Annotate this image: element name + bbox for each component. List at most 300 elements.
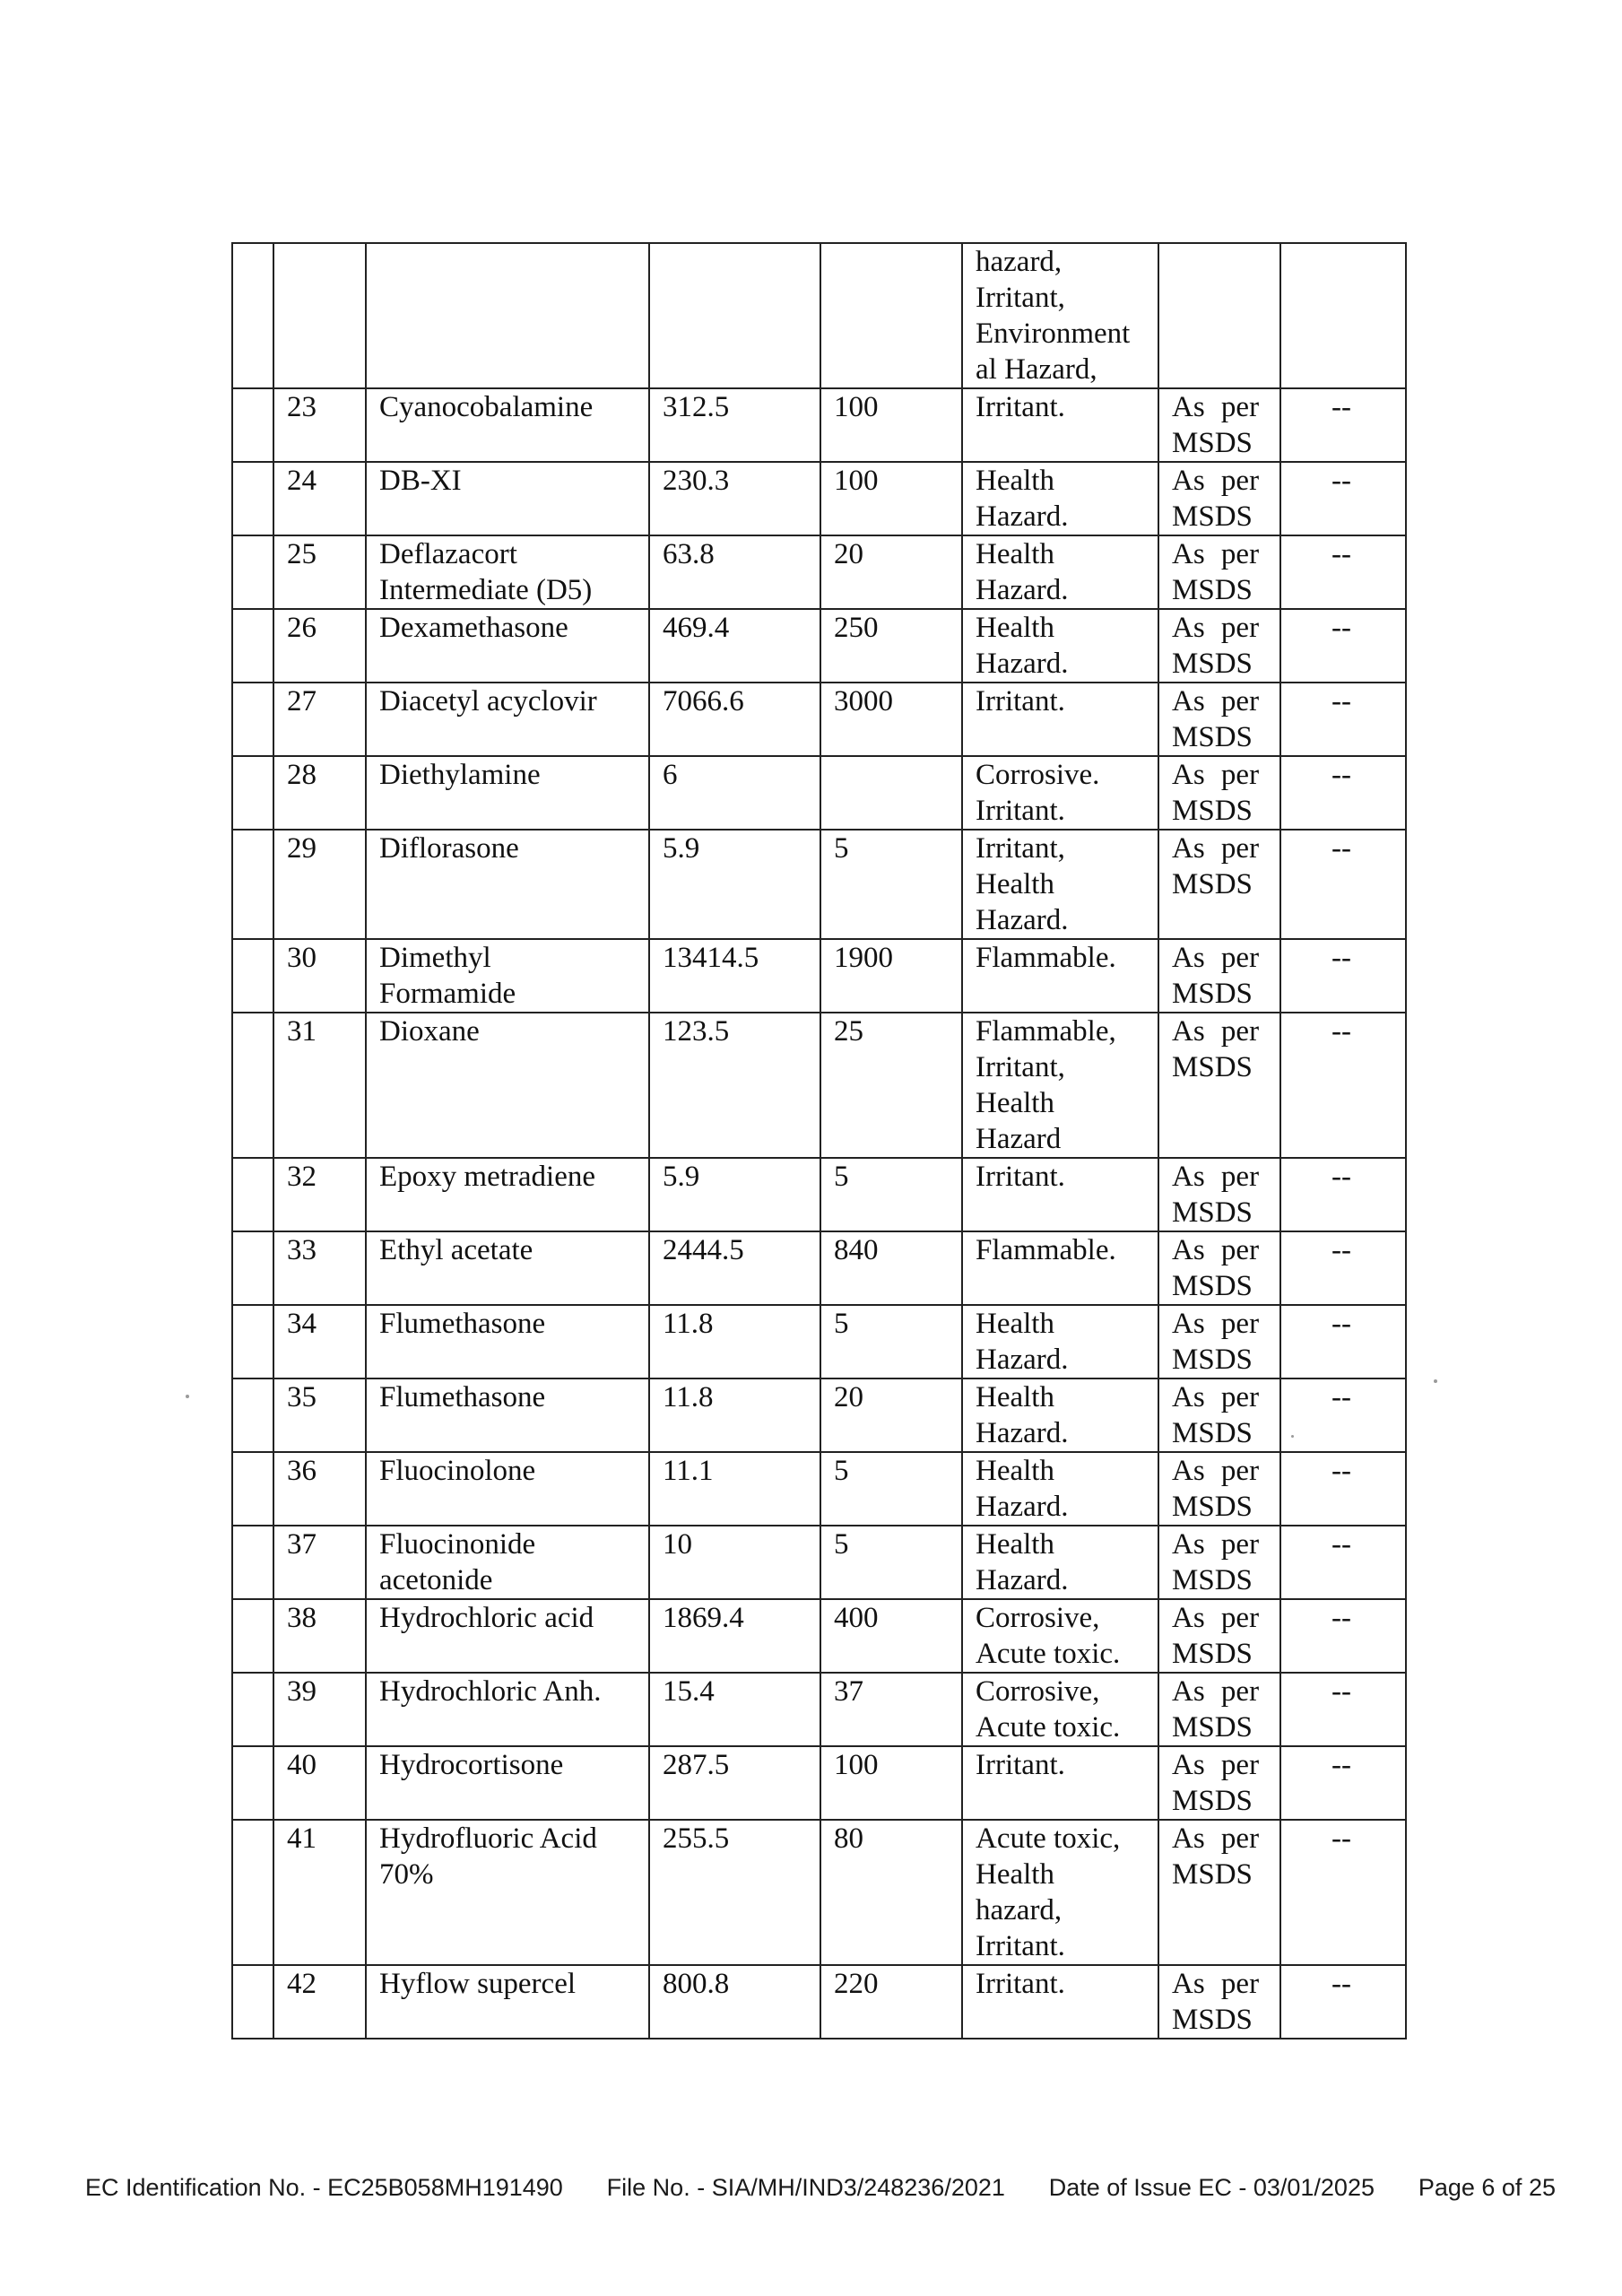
margin-cell xyxy=(232,1231,273,1305)
msds-cell xyxy=(1158,1526,1280,1599)
hazard-line: Irritant. xyxy=(976,795,1065,827)
hazard-line: Flammable. xyxy=(976,942,1116,974)
msds-line: As per xyxy=(1172,1161,1260,1193)
hazard-line: Health xyxy=(976,1087,1054,1119)
remark-cell: -- xyxy=(1280,830,1406,939)
table-row xyxy=(232,830,1406,939)
msds-cell xyxy=(1158,1673,1280,1746)
hazard-line: Hazard. xyxy=(976,574,1069,606)
name-line: Dexamethasone xyxy=(379,612,568,644)
msds-cell xyxy=(1158,1746,1280,1820)
scan-speck xyxy=(186,1395,189,1398)
msds-line: MSDS xyxy=(1172,2004,1253,2036)
name-line: Hydrocortisone xyxy=(379,1749,564,1781)
name-line: Diacetyl acyclovir xyxy=(379,685,597,718)
name-line: Diethylamine xyxy=(379,759,541,791)
remark-cell: -- xyxy=(1280,388,1406,462)
hazard-line: Health xyxy=(976,1858,1054,1891)
msds-line: MSDS xyxy=(1172,1711,1253,1744)
hazard-line: Health xyxy=(976,1381,1054,1413)
hazard-line: Hazard. xyxy=(976,648,1069,680)
margin-cell xyxy=(232,462,273,535)
remark-cell: -- xyxy=(1280,756,1406,830)
hazard-cell xyxy=(962,1599,1158,1673)
msds-line: As per xyxy=(1172,942,1260,974)
margin-cell xyxy=(232,939,273,1013)
name-line: Hydrofluoric Acid xyxy=(379,1822,597,1855)
qty-b-cell: 100 xyxy=(820,462,962,535)
margin-cell xyxy=(232,388,273,462)
margin-cell xyxy=(232,1746,273,1820)
qty-a-cell: 287.5 xyxy=(649,1746,820,1820)
margin-cell xyxy=(232,1158,273,1231)
hazard-line: hazard, xyxy=(976,1894,1063,1926)
msds-line: As per xyxy=(1172,465,1260,497)
remark-cell: -- xyxy=(1280,1965,1406,2039)
msds-line: MSDS xyxy=(1172,1785,1253,1817)
sr-cell: 29 xyxy=(273,830,366,939)
name-line: Hyflow supercel xyxy=(379,1968,577,2000)
hazard-line: Corrosive, xyxy=(976,1602,1100,1634)
qty-a-cell: 6 xyxy=(649,756,820,830)
msds-cell xyxy=(1158,1820,1280,1965)
qty-b-cell xyxy=(820,243,962,388)
chemical-storage-table xyxy=(231,242,1407,2039)
remark-cell: -- xyxy=(1280,535,1406,609)
remark-cell: -- xyxy=(1280,683,1406,756)
qty-a-cell: 11.8 xyxy=(649,1305,820,1378)
msds-line: As per xyxy=(1172,1675,1260,1708)
remark-cell: -- xyxy=(1280,1378,1406,1452)
msds-cell xyxy=(1158,535,1280,609)
name-line: acetonide xyxy=(379,1564,493,1596)
qty-a-cell: 469.4 xyxy=(649,609,820,683)
hazard-line: Irritant, xyxy=(976,1051,1065,1083)
name-cell xyxy=(366,1820,649,1965)
hazard-line: Corrosive. xyxy=(976,759,1100,791)
sr-cell: 39 xyxy=(273,1673,366,1746)
page-footer xyxy=(85,2174,1556,2202)
margin-cell xyxy=(232,243,273,388)
remark-cell: -- xyxy=(1280,1452,1406,1526)
qty-b-cell: 100 xyxy=(820,388,962,462)
name-line: Flumethasone xyxy=(379,1381,546,1413)
name-cell xyxy=(366,462,649,535)
qty-b-cell: 5 xyxy=(820,1452,962,1526)
remark-cell: -- xyxy=(1280,1305,1406,1378)
msds-cell xyxy=(1158,830,1280,939)
msds-line: MSDS xyxy=(1172,868,1253,900)
margin-cell xyxy=(232,1599,273,1673)
table-body xyxy=(232,243,1406,2039)
name-cell xyxy=(366,1599,649,1673)
sr-cell: 25 xyxy=(273,535,366,609)
hazard-cell xyxy=(962,1820,1158,1965)
remark-cell: -- xyxy=(1280,1013,1406,1158)
sr-cell: 37 xyxy=(273,1526,366,1599)
qty-b-cell: 400 xyxy=(820,1599,962,1673)
hazard-line: Irritant. xyxy=(976,685,1065,718)
hazard-line: Acute toxic. xyxy=(976,1711,1121,1744)
margin-cell xyxy=(232,1305,273,1378)
name-cell xyxy=(366,388,649,462)
hazard-cell xyxy=(962,939,1158,1013)
msds-line: MSDS xyxy=(1172,795,1253,827)
msds-line: As per xyxy=(1172,1602,1260,1634)
margin-cell xyxy=(232,1965,273,2039)
name-cell xyxy=(366,830,649,939)
margin-cell xyxy=(232,1820,273,1965)
msds-line: MSDS xyxy=(1172,1638,1253,1670)
hazard-line: Health xyxy=(976,538,1054,570)
ec-identification: EC Identification No. - EC25B058MH191490 xyxy=(85,2174,563,2201)
msds-line: MSDS xyxy=(1172,1417,1253,1449)
name-line: Cyanocobalamine xyxy=(379,391,594,423)
hazard-line: Health xyxy=(976,612,1054,644)
hazard-line: Irritant. xyxy=(976,391,1065,423)
margin-cell xyxy=(232,1452,273,1526)
table-row xyxy=(232,388,1406,462)
msds-line: MSDS xyxy=(1172,1344,1253,1376)
msds-line: MSDS xyxy=(1172,1491,1253,1523)
sr-cell: 36 xyxy=(273,1452,366,1526)
sr-cell: 40 xyxy=(273,1746,366,1820)
msds-cell xyxy=(1158,243,1280,388)
name-cell xyxy=(366,609,649,683)
table-row-continued xyxy=(232,243,1406,388)
file-number: File No. - SIA/MH/IND3/248236/2021 xyxy=(606,2174,1005,2201)
qty-a-cell: 230.3 xyxy=(649,462,820,535)
name-line: Flumethasone xyxy=(379,1308,546,1340)
name-cell xyxy=(366,1158,649,1231)
remark-cell: -- xyxy=(1280,1599,1406,1673)
hazard-cell xyxy=(962,388,1158,462)
hazard-line: Hazard. xyxy=(976,500,1069,533)
name-cell xyxy=(366,1231,649,1305)
table-row xyxy=(232,1599,1406,1673)
hazard-line: Health xyxy=(976,868,1054,900)
scan-speck xyxy=(1434,1379,1437,1383)
remark-cell: -- xyxy=(1280,462,1406,535)
name-cell xyxy=(366,243,649,388)
sr-cell: 34 xyxy=(273,1305,366,1378)
msds-cell xyxy=(1158,1965,1280,2039)
remark-cell: -- xyxy=(1280,1820,1406,1965)
name-line: Fluocinonide xyxy=(379,1528,536,1561)
table-row xyxy=(232,1452,1406,1526)
qty-b-cell: 840 xyxy=(820,1231,962,1305)
name-line: Ethyl acetate xyxy=(379,1234,533,1266)
name-cell xyxy=(366,1305,649,1378)
remark-cell: -- xyxy=(1280,1673,1406,1746)
name-line: DB-XI xyxy=(379,465,462,497)
msds-line: MSDS xyxy=(1172,427,1253,459)
hazard-cell xyxy=(962,756,1158,830)
hazard-cell xyxy=(962,462,1158,535)
name-line: Epoxy metradiene xyxy=(379,1161,595,1193)
msds-line: MSDS xyxy=(1172,574,1253,606)
msds-line: As per xyxy=(1172,538,1260,570)
msds-line: MSDS xyxy=(1172,1051,1253,1083)
margin-cell xyxy=(232,1673,273,1746)
msds-line: As per xyxy=(1172,1381,1260,1413)
qty-b-cell: 5 xyxy=(820,1158,962,1231)
msds-line: As per xyxy=(1172,1528,1260,1561)
date-of-issue: Date of Issue EC - 03/01/2025 xyxy=(1048,2174,1375,2201)
table-row xyxy=(232,1378,1406,1452)
hazard-cell xyxy=(962,1305,1158,1378)
msds-cell xyxy=(1158,756,1280,830)
hazard-line: Environment xyxy=(976,317,1131,350)
qty-a-cell: 5.9 xyxy=(649,830,820,939)
msds-line: MSDS xyxy=(1172,648,1253,680)
name-cell xyxy=(366,1746,649,1820)
hazard-line: Corrosive, xyxy=(976,1675,1100,1708)
msds-line: As per xyxy=(1172,612,1260,644)
msds-line: MSDS xyxy=(1172,721,1253,753)
hazard-line: Flammable. xyxy=(976,1234,1116,1266)
hazard-cell xyxy=(962,1378,1158,1452)
table-row xyxy=(232,609,1406,683)
msds-cell xyxy=(1158,1305,1280,1378)
hazard-line: Health xyxy=(976,1308,1054,1340)
hazard-line: Irritant, xyxy=(976,832,1065,865)
table-row xyxy=(232,683,1406,756)
msds-line: As per xyxy=(1172,1308,1260,1340)
hazard-line: Hazard xyxy=(976,1123,1062,1155)
hazard-line: Health xyxy=(976,465,1054,497)
qty-a-cell xyxy=(649,243,820,388)
hazard-line: Hazard. xyxy=(976,1344,1069,1376)
qty-a-cell: 63.8 xyxy=(649,535,820,609)
remark-cell: -- xyxy=(1280,1746,1406,1820)
msds-cell xyxy=(1158,683,1280,756)
table-row xyxy=(232,1013,1406,1158)
table-row xyxy=(232,939,1406,1013)
msds-line: As per xyxy=(1172,1822,1260,1855)
name-line: Dioxane xyxy=(379,1015,480,1048)
msds-cell xyxy=(1158,1158,1280,1231)
name-line: Formamide xyxy=(379,978,516,1010)
msds-line: As per xyxy=(1172,391,1260,423)
name-cell xyxy=(366,535,649,609)
remark-cell: -- xyxy=(1280,939,1406,1013)
hazard-cell xyxy=(962,243,1158,388)
table-row xyxy=(232,1746,1406,1820)
remark-cell: -- xyxy=(1280,1231,1406,1305)
qty-a-cell: 15.4 xyxy=(649,1673,820,1746)
sr-cell: 33 xyxy=(273,1231,366,1305)
qty-a-cell: 800.8 xyxy=(649,1965,820,2039)
table-row xyxy=(232,1158,1406,1231)
hazard-cell xyxy=(962,1013,1158,1158)
msds-cell xyxy=(1158,1231,1280,1305)
name-line: Diflorasone xyxy=(379,832,519,865)
remark-cell: -- xyxy=(1280,609,1406,683)
msds-line: As per xyxy=(1172,832,1260,865)
hazard-line: Hazard. xyxy=(976,1564,1069,1596)
hazard-line: Irritant. xyxy=(976,1930,1065,1962)
qty-b-cell: 25 xyxy=(820,1013,962,1158)
msds-cell xyxy=(1158,1599,1280,1673)
hazard-line: Flammable, xyxy=(976,1015,1116,1048)
sr-cell: 41 xyxy=(273,1820,366,1965)
hazard-line: Irritant. xyxy=(976,1161,1065,1193)
qty-b-cell: 20 xyxy=(820,535,962,609)
msds-line: As per xyxy=(1172,759,1260,791)
qty-b-cell: 1900 xyxy=(820,939,962,1013)
name-cell xyxy=(366,1013,649,1158)
hazard-cell xyxy=(962,1746,1158,1820)
sr-cell: 23 xyxy=(273,388,366,462)
qty-b-cell: 5 xyxy=(820,830,962,939)
table-row xyxy=(232,1820,1406,1965)
name-line: Deflazacort xyxy=(379,538,517,570)
msds-line: MSDS xyxy=(1172,1270,1253,1302)
qty-a-cell: 11.8 xyxy=(649,1378,820,1452)
hazard-cell xyxy=(962,1452,1158,1526)
qty-a-cell: 11.1 xyxy=(649,1452,820,1526)
qty-b-cell: 250 xyxy=(820,609,962,683)
name-line: Hydrochloric acid xyxy=(379,1602,594,1634)
name-cell xyxy=(366,1378,649,1452)
name-cell xyxy=(366,939,649,1013)
table-row xyxy=(232,1673,1406,1746)
qty-b-cell: 220 xyxy=(820,1965,962,2039)
qty-a-cell: 5.9 xyxy=(649,1158,820,1231)
name-cell xyxy=(366,1673,649,1746)
hazard-cell xyxy=(962,1231,1158,1305)
hazard-cell xyxy=(962,609,1158,683)
margin-cell xyxy=(232,683,273,756)
remark-cell xyxy=(1280,243,1406,388)
name-cell xyxy=(366,756,649,830)
hazard-cell xyxy=(962,830,1158,939)
msds-line: As per xyxy=(1172,1455,1260,1487)
qty-a-cell: 1869.4 xyxy=(649,1599,820,1673)
name-cell xyxy=(366,1526,649,1599)
msds-cell xyxy=(1158,388,1280,462)
table-row xyxy=(232,462,1406,535)
qty-a-cell: 312.5 xyxy=(649,388,820,462)
hazard-line: Acute toxic, xyxy=(976,1822,1121,1855)
qty-a-cell: 13414.5 xyxy=(649,939,820,1013)
hazard-line: Irritant, xyxy=(976,282,1065,314)
qty-b-cell: 80 xyxy=(820,1820,962,1965)
remark-cell: -- xyxy=(1280,1158,1406,1231)
hazard-line: Hazard. xyxy=(976,904,1069,936)
margin-cell xyxy=(232,1526,273,1599)
name-line: Intermediate (D5) xyxy=(379,574,593,606)
sr-cell: 42 xyxy=(273,1965,366,2039)
name-line: Hydrochloric Anh. xyxy=(379,1675,602,1708)
msds-line: As per xyxy=(1172,1234,1260,1266)
sr-cell: 38 xyxy=(273,1599,366,1673)
msds-line: MSDS xyxy=(1172,1564,1253,1596)
table-row xyxy=(232,756,1406,830)
margin-cell xyxy=(232,1378,273,1452)
qty-b-cell: 5 xyxy=(820,1526,962,1599)
sr-cell: 35 xyxy=(273,1378,366,1452)
qty-a-cell: 7066.6 xyxy=(649,683,820,756)
msds-line: As per xyxy=(1172,1015,1260,1048)
hazard-line: Hazard. xyxy=(976,1417,1069,1449)
margin-cell xyxy=(232,609,273,683)
msds-line: As per xyxy=(1172,1749,1260,1781)
hazard-cell xyxy=(962,1673,1158,1746)
name-cell xyxy=(366,1452,649,1526)
msds-cell xyxy=(1158,1013,1280,1158)
sr-cell: 27 xyxy=(273,683,366,756)
msds-line: MSDS xyxy=(1172,500,1253,533)
qty-a-cell: 255.5 xyxy=(649,1820,820,1965)
margin-cell xyxy=(232,535,273,609)
sr-cell: 24 xyxy=(273,462,366,535)
qty-a-cell: 10 xyxy=(649,1526,820,1599)
scan-speck xyxy=(1291,1435,1294,1438)
hazard-line: Irritant. xyxy=(976,1968,1065,2000)
msds-line: MSDS xyxy=(1172,1858,1253,1891)
sr-cell: 31 xyxy=(273,1013,366,1158)
name-line: Dimethyl xyxy=(379,942,491,974)
table-row xyxy=(232,1231,1406,1305)
msds-line: As per xyxy=(1172,685,1260,718)
name-cell xyxy=(366,1965,649,2039)
margin-cell xyxy=(232,1013,273,1158)
msds-line: MSDS xyxy=(1172,978,1253,1010)
hazard-cell xyxy=(962,1158,1158,1231)
page-number: Page 6 of 25 xyxy=(1418,2174,1556,2201)
hazard-line: Hazard. xyxy=(976,1491,1069,1523)
hazard-cell xyxy=(962,1526,1158,1599)
msds-cell xyxy=(1158,1378,1280,1452)
hazard-line: Health xyxy=(976,1455,1054,1487)
name-cell xyxy=(366,683,649,756)
sr-cell: 26 xyxy=(273,609,366,683)
msds-line: MSDS xyxy=(1172,1196,1253,1229)
name-line: Fluocinolone xyxy=(379,1455,536,1487)
hazard-line: al Hazard, xyxy=(976,353,1097,386)
qty-b-cell: 20 xyxy=(820,1378,962,1452)
hazard-line: Acute toxic. xyxy=(976,1638,1121,1670)
qty-b-cell xyxy=(820,756,962,830)
margin-cell xyxy=(232,830,273,939)
qty-a-cell: 123.5 xyxy=(649,1013,820,1158)
hazard-line: hazard, xyxy=(976,246,1063,278)
qty-b-cell: 37 xyxy=(820,1673,962,1746)
remark-cell: -- xyxy=(1280,1526,1406,1599)
hazard-cell xyxy=(962,683,1158,756)
hazard-cell xyxy=(962,535,1158,609)
sr-cell: 28 xyxy=(273,756,366,830)
hazard-line: Irritant. xyxy=(976,1749,1065,1781)
hazard-cell xyxy=(962,1965,1158,2039)
qty-b-cell: 3000 xyxy=(820,683,962,756)
msds-line: As per xyxy=(1172,1968,1260,2000)
msds-cell xyxy=(1158,609,1280,683)
msds-cell xyxy=(1158,1452,1280,1526)
qty-b-cell: 5 xyxy=(820,1305,962,1378)
table-row xyxy=(232,1526,1406,1599)
sr-cell xyxy=(273,243,366,388)
table-row xyxy=(232,1965,1406,2039)
table-row xyxy=(232,1305,1406,1378)
qty-b-cell: 100 xyxy=(820,1746,962,1820)
sr-cell: 32 xyxy=(273,1158,366,1231)
msds-cell xyxy=(1158,462,1280,535)
margin-cell xyxy=(232,756,273,830)
name-line: 70% xyxy=(379,1858,434,1891)
